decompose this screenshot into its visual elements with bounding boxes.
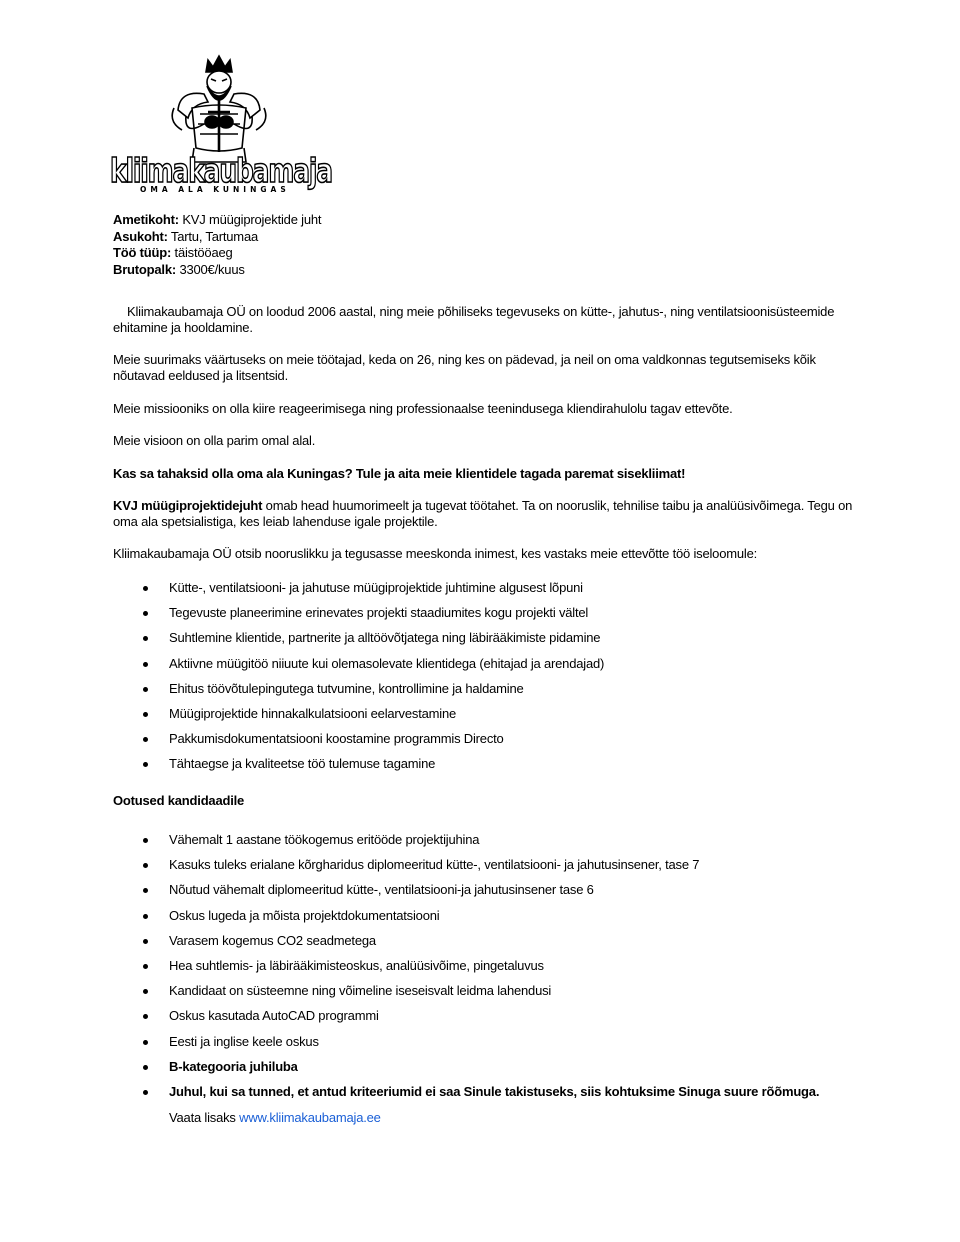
bullet-icon (143, 863, 148, 868)
bullet-icon (143, 888, 148, 893)
bullet-icon (143, 1065, 148, 1070)
list-item: Varasem kogemus CO2 seadmetega (113, 933, 853, 958)
list-item: Oskus lugeda ja mõista projektdokumentatsiooni (113, 908, 853, 933)
bullet-icon (143, 737, 148, 742)
list-item: Pakkumisdokumentatsiooni koostamine programmis Directo (113, 731, 853, 756)
bullet-icon (143, 939, 148, 944)
logo-tagline: OMA ALA KUNINGAS (140, 185, 290, 192)
mission-paragraph: Meie missiooniks on olla kiire reageerimisega ning professionaalse teenindusega kliendirahulolu tagav ettevõte. (113, 401, 733, 416)
website-link[interactable]: www.kliimakaubamaja.ee (239, 1109, 381, 1125)
expectations-list (113, 832, 853, 1131)
list-item: Kütte-, ventilatsiooni- ja jahutuse müügiprojektide juhtimine algusest lõpuni (113, 580, 853, 605)
list-item: Müügiprojektide hinnakalkulatsiooni eelarvestamine (113, 706, 853, 731)
logo-wordmark: kliimakaubamaja (110, 151, 332, 190)
meta-location: Asukoht: Tartu, Tartumaa (113, 228, 259, 244)
bullet-icon (143, 914, 148, 919)
list-item: Kandidaat on süsteemne ning võimeline iseseisvalt leidma lahendusi (113, 983, 853, 1008)
bullet-icon (143, 712, 148, 717)
list-item: Tähtaegse ja kvaliteetse töö tulemuse tagamine (113, 756, 853, 781)
meta-job-type: Töö tüüp: täistööaeg (113, 245, 233, 260)
duties-list (113, 580, 853, 782)
vision-paragraph: Meie visioon on olla parim omal alal. (113, 433, 316, 448)
bullet-icon (143, 1040, 148, 1045)
list-item: Tegevuste planeerimine erinevates projekti staadiumites kogu projekti vältel (113, 605, 853, 630)
king-knight-icon (172, 56, 266, 162)
list-item: Hea suhtlemis- ja läbirääkimisteoskus, analüüsivõime, pingetaluvus (113, 958, 853, 983)
list-item: Vähemalt 1 aastane töökogemus eritööde projektijuhina (113, 832, 853, 857)
bullet-icon (143, 611, 148, 616)
bullet-icon (143, 687, 148, 692)
list-item: Ehitus töövõtulepingutega tutvumine, kontrollimine ja haldamine (113, 681, 853, 706)
call-to-action: Kas sa tahaksid olla oma ala Kuningas? Tule ja aita meie klientidele tagada paremat sisekliimat! (113, 466, 686, 481)
bullet-icon (143, 964, 148, 969)
list-item: Nõutud vähemalt diplomeeritud kütte-, ventilatsiooni-ja jahutusinsener tase 6 (113, 882, 853, 907)
bullet-icon (143, 989, 148, 994)
job-meta (113, 212, 321, 278)
list-item: Oskus kasutada AutoCAD programmi (113, 1008, 853, 1033)
bullet-icon (143, 636, 148, 641)
search-paragraph: Kliimakaubamaja OÜ otsib nooruslikku ja tegusasse meeskonda inimest, kes vastaks meie ettevõtte töö iseloomule: (113, 546, 758, 561)
bullet-icon (143, 762, 148, 767)
values-paragraph: Meie suurimaks väärtuseks on meie töötajad, keda on 26, ning kes on pädevad, ja neil on oma valdkonnas tegutsemiseks kõik nõutavad eeldused ja litsentsid. (113, 352, 816, 383)
expectations-heading: Ootused kandidaadile (113, 793, 245, 808)
intro-paragraph: Kliimakaubamaja OÜ on loodud 2006 aastal, ning meie põhiliseks tegevuseks on kütte-, jahutus-, ning ventilatsioonisüsteemide ehitamine ja hooldamine. (113, 304, 835, 335)
list-item: Suhtlemine klientide, partnerite ja alltöövõtjatega ning läbirääkimiste pidamine (113, 630, 853, 655)
bullet-icon (143, 1014, 148, 1019)
bullet-icon (143, 1090, 148, 1095)
list-item-closing: Juhul, kui sa tunned, et antud kriteeriumid ei saa Sinule takistuseks, siis kohtuksime Sinuga suure rõõmuga. Vaata lisaks www.kliimakaubamaja.ee (113, 1079, 853, 1131)
company-logo (108, 52, 338, 192)
bullet-icon (143, 586, 148, 591)
list-item: Aktiivne müügitöö niiuute kui olemasolevate klientidega (ehitajad ja arendajad) (113, 656, 853, 681)
meta-salary: Brutopalk: 3300€/kuus (113, 261, 245, 277)
role-paragraph: KVJ müügiprojektidejuht omab head huumorimeelt ja tugevat töötahet. Ta on nooruslik, tehnilise taibu ja analüüsivõimega. Tegu on oma ala spetsialistiga, kes leiab lahenduse igale projektile. (113, 498, 853, 529)
meta-position: Ametikoht: KVJ müügiprojektide juht (113, 212, 322, 227)
list-item: Eesti ja inglise keele oskus (113, 1034, 853, 1059)
bullet-icon (143, 838, 148, 843)
list-item-license: B-kategooria juhiluba (113, 1059, 853, 1084)
list-item: Kasuks tuleks erialane kõrgharidus diplomeeritud kütte-, ventilatsiooni- ja jahutusinsener, tase 7 (113, 857, 853, 882)
bullet-icon (143, 662, 148, 667)
